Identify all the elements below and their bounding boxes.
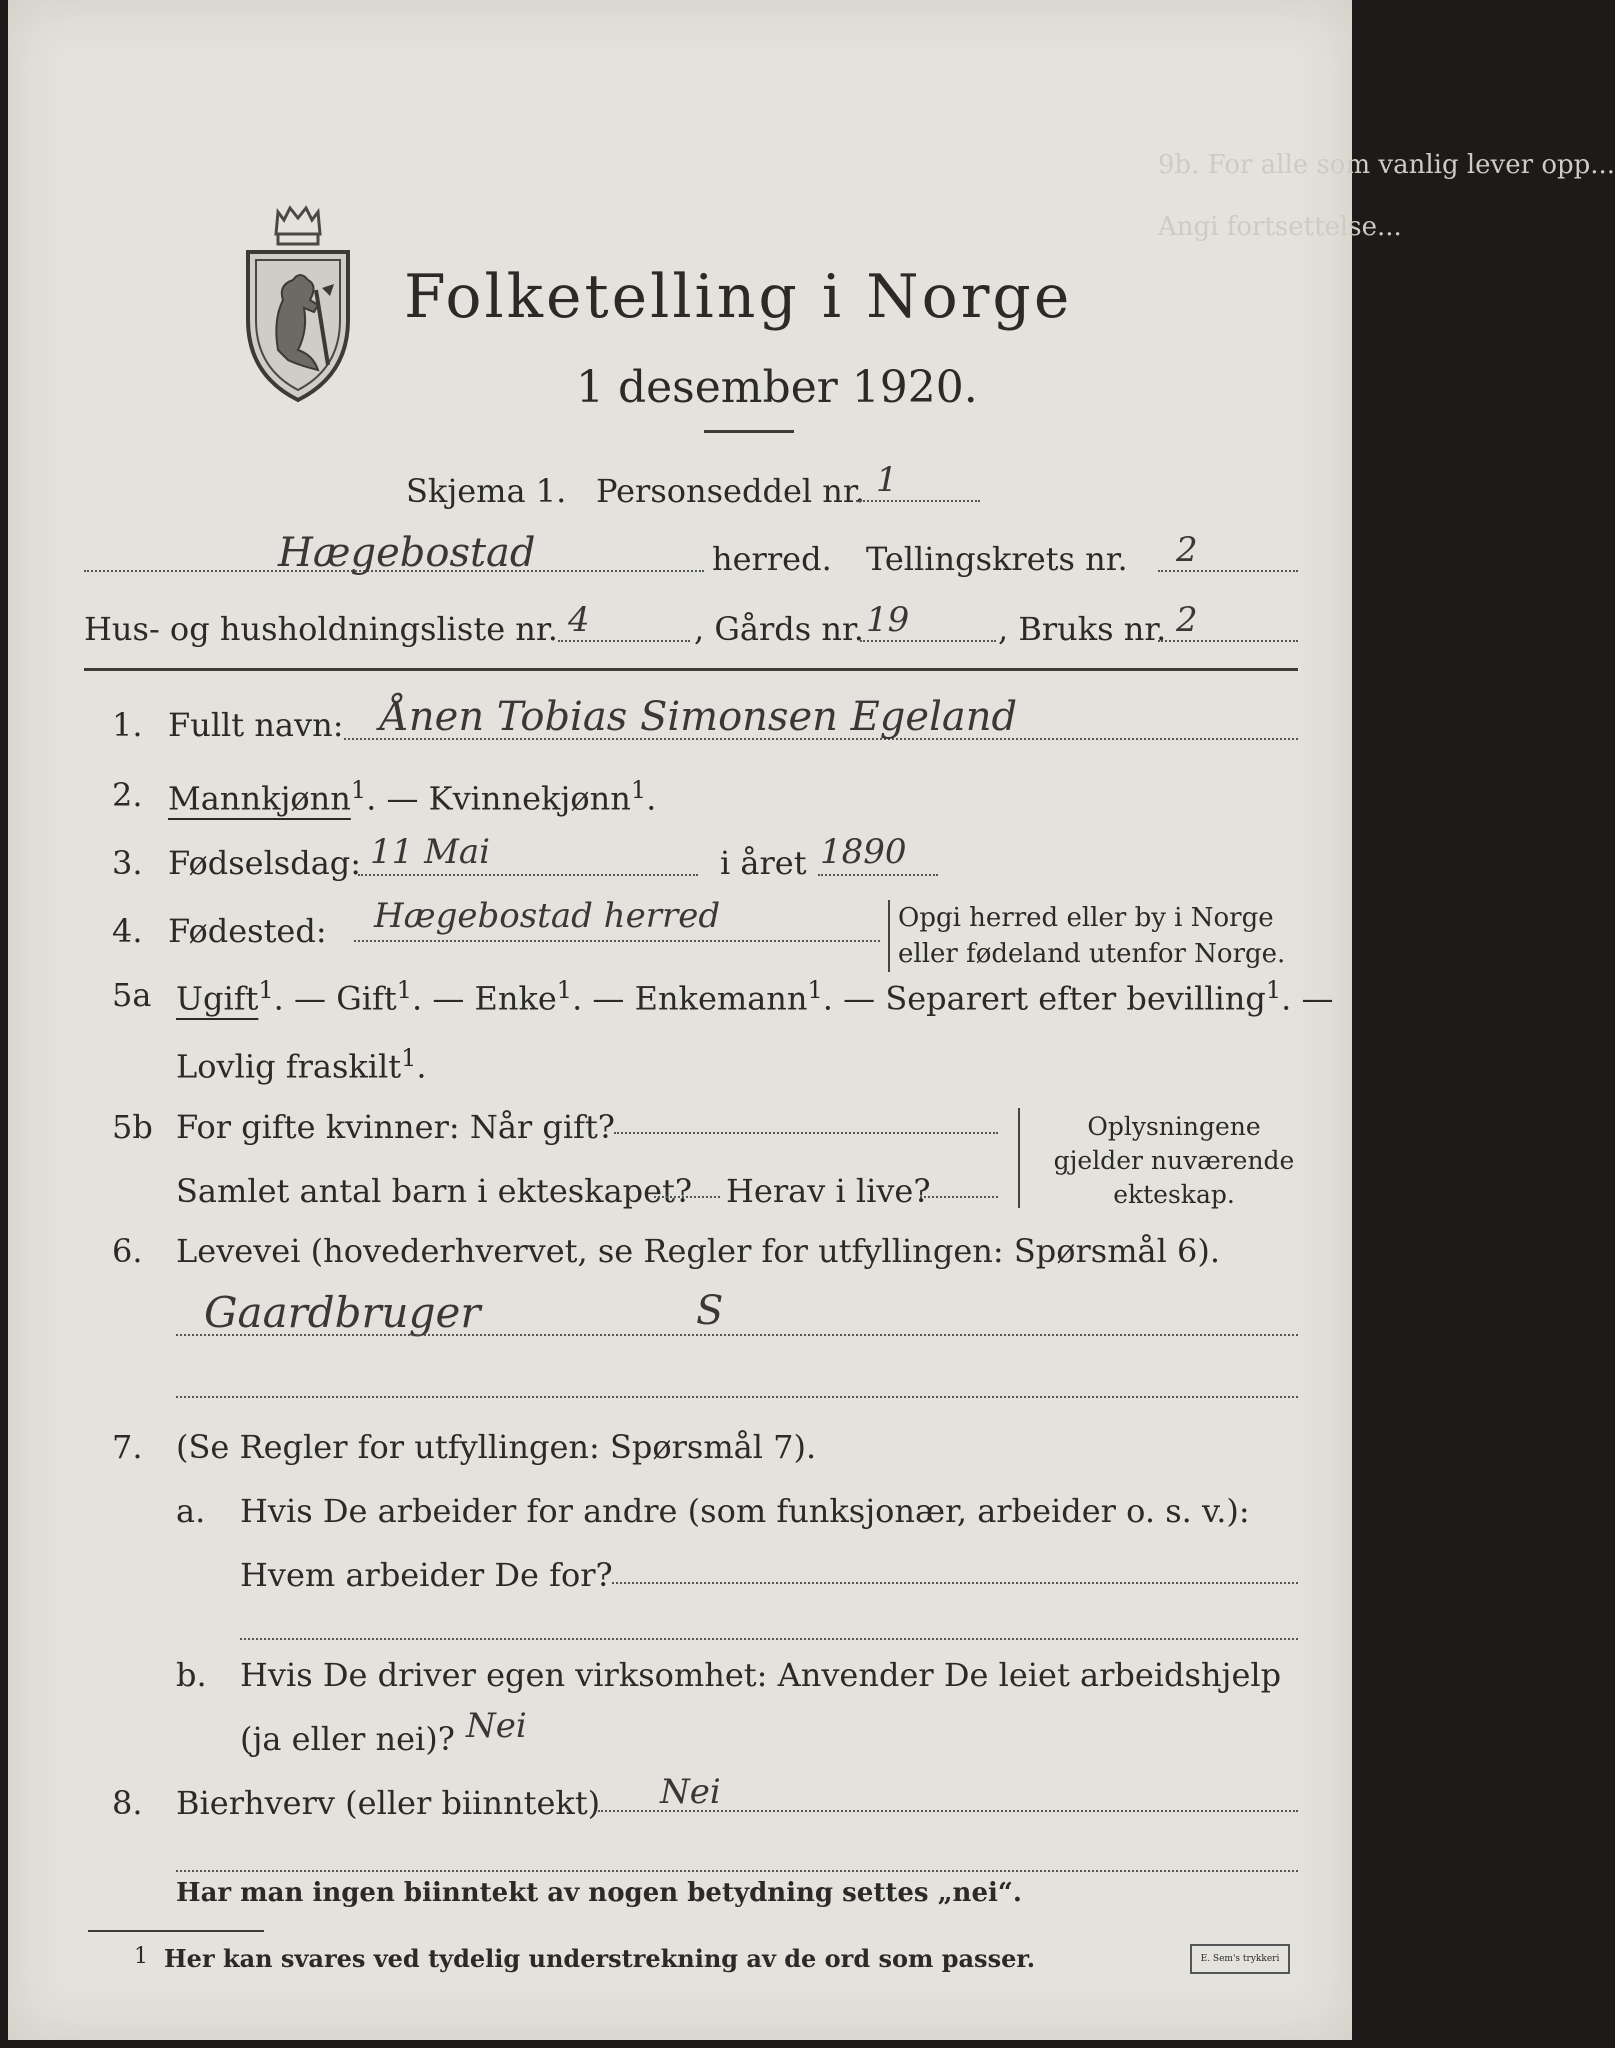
q7-label: (Se Regler for utfyllingen: Spørsmål 7). — [176, 1428, 817, 1466]
q5b-number: 5b — [112, 1108, 153, 1146]
q7a-question-employer: Hvem arbeider De for? — [240, 1556, 613, 1594]
personseddel-value: 1 — [876, 460, 898, 500]
footnote-mark: 1 — [134, 1944, 148, 1969]
occupation-code: S — [696, 1288, 724, 1334]
q5b-label-married: For gifte kvinner: Når gift? — [176, 1108, 615, 1146]
lovlig-fraskilt-option: Lovlig fraskilt$^1$. — [176, 1044, 427, 1086]
hired-help-value: Nei — [466, 1706, 527, 1746]
q2-number: 2. — [112, 776, 143, 814]
form-title: Folketelling i Norge — [404, 262, 1073, 332]
tellingskrets-value: 2 — [1176, 530, 1198, 570]
birthplace-note: Opgi herred eller by i Norge eller fødeland utenfor Norge. — [888, 900, 1285, 972]
bruks-value: 2 — [1176, 600, 1198, 640]
bleed-through-text: 9b. For alle som vanlig lever opp... — [1158, 150, 1615, 180]
q8-label: Bierhverv (eller biinntekt) — [176, 1784, 601, 1822]
hus-label: Hus- og husholdningsliste nr. — [84, 610, 558, 648]
norway-coat-of-arms-icon — [238, 200, 358, 410]
footnote-divider — [88, 1930, 264, 1932]
form-date: 1 desember 1920. — [576, 362, 978, 413]
occupation-value: Gaardbruger — [204, 1288, 481, 1337]
bleed-through-text: Angi fortsettelse... — [1158, 212, 1402, 242]
q7b-question: Hvis De driver egen virksomhet: Anvender De leiet arbeidshjelp — [240, 1656, 1282, 1694]
ugift-option: Ugift — [176, 979, 259, 1018]
q7a-number: a. — [176, 1492, 206, 1530]
side-income-value: Nei — [660, 1772, 721, 1812]
q5b-label-children: Samlet antal barn i ekteskapet? — [176, 1172, 693, 1210]
q7a-question: Hvis De arbeider for andre (som funksjonær, arbeider o. s. v.): — [240, 1492, 1250, 1530]
full-name-value: Ånen Tobias Simonsen Egeland — [380, 694, 1018, 740]
tellingskrets-label: Tellingskrets nr. — [866, 540, 1128, 578]
birthday-value: 11 Mai — [370, 832, 491, 872]
q5b-label-alive: Herav i live? — [726, 1172, 931, 1210]
herred-value: Hægebostad — [278, 530, 536, 576]
q3-number: 3. — [112, 844, 143, 882]
year-label: i året — [720, 844, 807, 882]
q7-number: 7. — [112, 1428, 143, 1466]
herred-label: herred. — [712, 540, 832, 578]
birthplace-value: Hægebostad herred — [374, 896, 721, 936]
footnote-text: Her kan svares ved tydelig understrekning av de ord som passer. — [164, 1944, 1036, 1973]
skjema-label: Skjema 1. — [406, 472, 567, 510]
q3-label: Fødselsdag: — [168, 844, 362, 882]
q2-options: Mannkjønn$^1$. — Kvinnekjønn$^1$. — [168, 776, 657, 818]
bruks-label: , Bruks nr. — [998, 610, 1167, 648]
q7b-question-yesno: (ja eller nei)? — [240, 1720, 455, 1758]
footer-note: Har man ingen biinntekt av nogen betydning settes „nei“. — [176, 1878, 1022, 1908]
q5a-number: 5a — [112, 976, 152, 1014]
q1-label: Fullt navn: — [168, 706, 344, 744]
q4-label: Fødested: — [168, 912, 327, 950]
title-divider — [704, 430, 794, 433]
q5b-note: Oplysningene gjelder nuværende ekteskap. — [1053, 1112, 1295, 1209]
header-divider — [84, 668, 1298, 671]
personseddel-label: Personseddel nr. — [596, 472, 865, 510]
birth-year-value: 1890 — [820, 832, 907, 872]
marital-status-options: Ugift$^1$. — Gift$^1$. — Enke$^1$. — Enkemann$^1$. — Separert efter bevilling$^1$. — — [176, 976, 1334, 1018]
printer-stamp: E. Sem's trykkeri — [1190, 1944, 1290, 1974]
q4-number: 4. — [112, 912, 143, 950]
q6-label: Levevei (hovederhvervet, se Regler for utfyllingen: Spørsmål 6). — [176, 1232, 1221, 1270]
census-form-sheet — [8, 0, 1615, 2040]
gards-label: , Gårds nr. — [694, 610, 864, 648]
male-option: Mannkjønn — [168, 779, 351, 818]
q6-number: 6. — [112, 1232, 143, 1270]
gards-value: 19 — [866, 600, 910, 640]
hus-value: 4 — [568, 600, 590, 640]
q1-number: 1. — [112, 706, 143, 744]
q7b-number: b. — [176, 1656, 207, 1694]
female-option: Kvinnekjønn — [428, 779, 631, 818]
q8-number: 8. — [112, 1784, 143, 1822]
